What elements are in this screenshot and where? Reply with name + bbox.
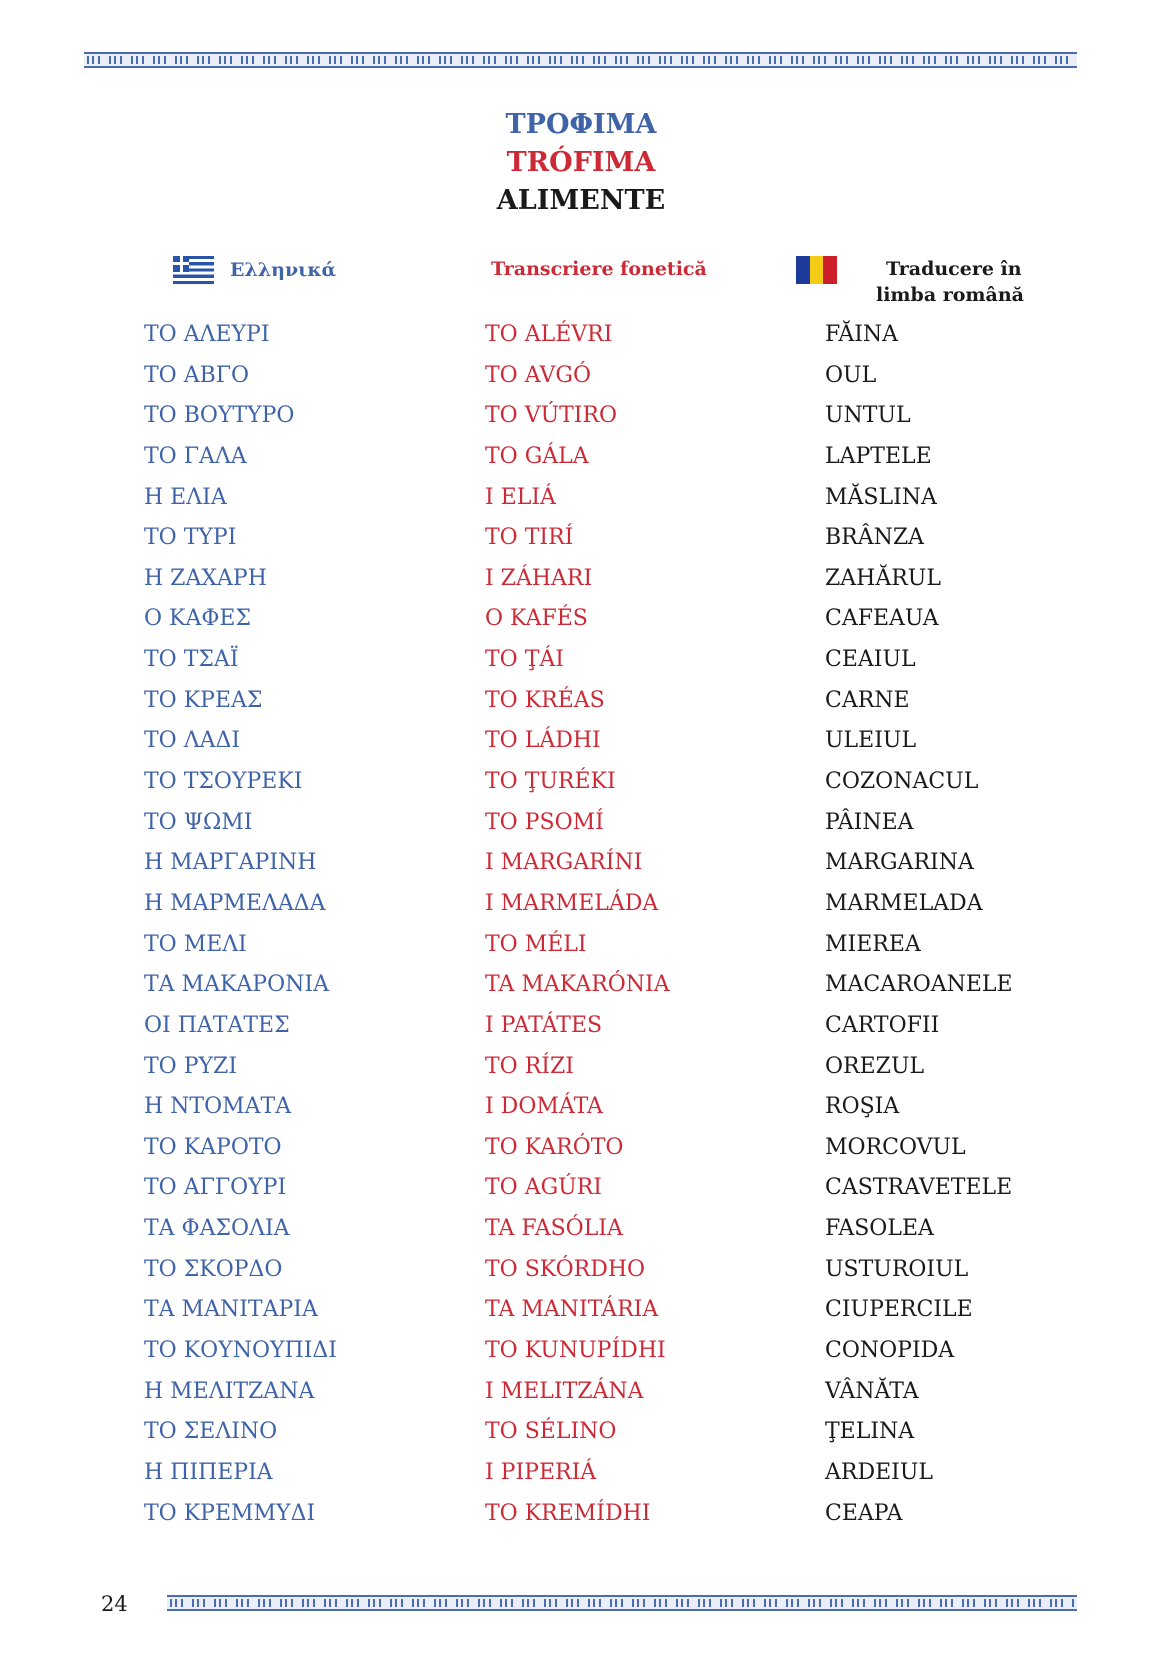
vocabulary-row xyxy=(0,525,1162,566)
phonetic-word: I MELITZÁNA xyxy=(485,1378,644,1404)
vocabulary-row xyxy=(0,566,1162,607)
romanian-word: CEAIUL xyxy=(825,647,916,673)
romanian-word: FASOLEA xyxy=(825,1216,934,1242)
vocabulary-row xyxy=(0,606,1162,647)
greek-word: Η ΠΙΠΕΡΙΑ xyxy=(144,1459,273,1485)
greek-word: Ο ΚΑΦΕΣ xyxy=(144,606,252,632)
phonetic-word: TO TIRÍ xyxy=(485,525,574,551)
romanian-word: ŢELINA xyxy=(825,1419,915,1445)
romanian-word: CEAPA xyxy=(825,1500,903,1526)
vocabulary-row xyxy=(0,728,1162,769)
romanian-word: MIEREA xyxy=(825,931,921,957)
phonetic-word: TO ŢÁI xyxy=(485,647,564,673)
greek-key-border-bottom xyxy=(167,1595,1077,1611)
romanian-word: CASTRAVETELE xyxy=(825,1175,1013,1201)
vocabulary-row xyxy=(0,444,1162,485)
phonetic-word: I MARGARÍNI xyxy=(485,850,643,876)
romanian-word: ULEIUL xyxy=(825,728,917,754)
greek-word: ΤΟ ΒΟΥΤΥΡΟ xyxy=(144,403,295,429)
vocabulary-row xyxy=(0,322,1162,363)
vocabulary-row xyxy=(0,485,1162,526)
vocabulary-row xyxy=(0,1501,1162,1542)
greek-word: ΤΑ ΦΑΣΟΛΙΑ xyxy=(144,1216,290,1242)
romanian-word: VÂNĂTA xyxy=(825,1378,919,1404)
greek-word: Η ΜΑΡΜΕΛΑΔΑ xyxy=(144,890,326,916)
title-romanian: ALIMENTE xyxy=(496,185,666,216)
romanian-word: CARNE xyxy=(825,687,910,713)
vocabulary-row xyxy=(0,1135,1162,1176)
romanian-flag-icon xyxy=(796,256,837,284)
greek-word: Η ΖΑΧΑΡΗ xyxy=(144,565,267,591)
romanian-word: CARTOFII xyxy=(825,1012,940,1038)
romanian-word: LAPTELE xyxy=(825,443,932,469)
column-header-romanian-line1: Traducere în xyxy=(886,258,1022,280)
greek-word: Η ΕΛΙΑ xyxy=(144,484,227,510)
greek-word: ΤΟ ΚΡΕΜΜΥΔΙ xyxy=(144,1500,316,1526)
column-header-romanian xyxy=(834,256,1034,308)
romanian-word: CIUPERCILE xyxy=(825,1297,973,1323)
vocabulary-row xyxy=(0,891,1162,932)
title-phonetic: TRÓFIMA xyxy=(506,147,656,178)
romanian-word: MACAROANELE xyxy=(825,972,1013,998)
title-greek: ΤΡΟΦΙΜΑ xyxy=(505,109,657,140)
greek-word: ΟΙ ΠΑΤΑΤΕΣ xyxy=(144,1012,290,1038)
vocabulary-row xyxy=(0,1257,1162,1298)
greek-word: ΤΟ ΡΥΖΙ xyxy=(144,1053,238,1079)
vocabulary-row xyxy=(0,1379,1162,1420)
phonetic-word: TO KARÓTO xyxy=(485,1134,624,1160)
romanian-word: FĂINA xyxy=(825,322,899,347)
phonetic-word: I ELIÁ xyxy=(485,484,556,510)
romanian-word: PÂINEA xyxy=(825,809,914,835)
phonetic-word: I MARMELÁDA xyxy=(485,890,659,916)
vocabulary-row xyxy=(0,1460,1162,1501)
greek-word: ΤΟ ΛΑΔΙ xyxy=(144,728,241,754)
greek-key-border-top xyxy=(84,52,1077,68)
phonetic-word: TO KUNUPÍDHI xyxy=(485,1338,666,1364)
romanian-word: OUL xyxy=(825,362,877,388)
vocabulary-row xyxy=(0,850,1162,891)
phonetic-word: TO ŢURÉKI xyxy=(485,769,616,795)
phonetic-word: TA MAKARÓNIA xyxy=(485,972,670,998)
vocabulary-row xyxy=(0,647,1162,688)
romanian-word: MARGARINA xyxy=(825,850,974,876)
romanian-word: COZONACUL xyxy=(825,769,979,795)
romanian-word: BRÂNZA xyxy=(825,525,925,551)
greek-word: ΤΟ ΚΟΥΝΟΥΠΙΔΙ xyxy=(144,1338,337,1364)
greek-word: ΤΟ ΤΥΡΙ xyxy=(144,525,237,551)
vocabulary-row xyxy=(0,1013,1162,1054)
vocabulary-row xyxy=(0,1175,1162,1216)
greek-flag-icon xyxy=(173,256,214,284)
vocabulary-row xyxy=(0,972,1162,1013)
greek-word: ΤΟ ΣΚΟΡΔΟ xyxy=(144,1256,283,1282)
column-header-greek-label: Ελληνικά xyxy=(230,259,337,281)
phonetic-word: TO SÉLINO xyxy=(485,1419,617,1445)
phonetic-word: TO MÉLI xyxy=(485,931,587,957)
greek-word: ΤΟ ΑΛΕΥΡΙ xyxy=(144,322,270,347)
vocabulary-row xyxy=(0,363,1162,404)
vocabulary-row xyxy=(0,1338,1162,1379)
phonetic-word: I DOMÁTA xyxy=(485,1094,603,1120)
vocabulary-row xyxy=(0,1216,1162,1257)
vocabulary-row xyxy=(0,769,1162,810)
phonetic-word: TO KREMÍDHI xyxy=(485,1500,651,1526)
greek-word: Η ΝΤΟΜΑΤΑ xyxy=(144,1094,292,1120)
greek-word: ΤΟ ΚΑΡΟΤΟ xyxy=(144,1134,282,1160)
romanian-word: OREZUL xyxy=(825,1053,925,1079)
romanian-word: MARMELADA xyxy=(825,890,983,916)
vocabulary-list xyxy=(0,322,1162,1541)
greek-word: Η ΜΕΛΙΤΖΑΝΑ xyxy=(144,1378,315,1404)
romanian-word: CAFEAUA xyxy=(825,606,939,632)
romanian-word: UNTUL xyxy=(825,403,911,429)
column-header-greek xyxy=(173,256,336,284)
greek-word: ΤΟ ΑΒΓΟ xyxy=(144,362,250,388)
phonetic-word: TO VÚTIRO xyxy=(485,403,618,429)
phonetic-word: I ZÁHARI xyxy=(485,565,593,591)
phonetic-word: TO LÁDHI xyxy=(485,728,601,754)
vocabulary-row xyxy=(0,932,1162,973)
vocabulary-row xyxy=(0,1297,1162,1338)
column-header-phonetic: Transcriere fonetică xyxy=(491,258,707,280)
greek-word: ΤΟ ΨΩΜΙ xyxy=(144,809,253,835)
page-number: 24 xyxy=(101,1592,128,1616)
romanian-word: MORCOVUL xyxy=(825,1134,966,1160)
phonetic-word: TO AVGÓ xyxy=(485,362,591,388)
romanian-word: CONOPIDA xyxy=(825,1338,955,1364)
phonetic-word: TA MANITÁRIA xyxy=(485,1297,659,1323)
greek-word: ΤΑ ΜΑΝΙΤΑΡΙΑ xyxy=(144,1297,318,1323)
page-title-block xyxy=(0,106,1162,220)
phonetic-word: TO GÁLA xyxy=(485,443,589,469)
greek-word: ΤΑ ΜΑΚΑΡΟΝΙΑ xyxy=(144,972,329,998)
phonetic-word: TO SKÓRDHO xyxy=(485,1256,646,1282)
phonetic-word: TO KRÉAS xyxy=(485,687,605,713)
greek-word: Η ΜΑΡΓΑΡΙΝΗ xyxy=(144,850,317,876)
greek-word: ΤΟ ΑΓΓΟΥΡΙ xyxy=(144,1175,287,1201)
phonetic-word: O KAFÉS xyxy=(485,606,588,632)
phonetic-word: I PIPERIÁ xyxy=(485,1459,597,1485)
vocabulary-row xyxy=(0,1419,1162,1460)
greek-word: ΤΟ ΤΣΟΥΡΕΚΙ xyxy=(144,769,303,795)
greek-word: ΤΟ ΤΣΑΪ xyxy=(144,647,239,673)
greek-word: ΤΟ ΓΑΛΑ xyxy=(144,443,247,469)
vocabulary-row xyxy=(0,403,1162,444)
phonetic-word: TO PSOMÍ xyxy=(485,809,604,835)
column-header-romanian-line2: limba română xyxy=(876,284,1024,306)
romanian-word: ARDEIUL xyxy=(825,1459,933,1485)
phonetic-word: TO AGÚRI xyxy=(485,1175,602,1201)
romanian-word: USTUROIUL xyxy=(825,1256,969,1282)
romanian-word: MĂSLINA xyxy=(825,484,937,510)
greek-word: ΤΟ ΜΕΛΙ xyxy=(144,931,247,957)
romanian-word: ROŞIA xyxy=(825,1094,900,1120)
vocabulary-row xyxy=(0,810,1162,851)
phonetic-word: TA FASÓLIA xyxy=(485,1216,623,1242)
phonetic-word: TO ALÉVRI xyxy=(485,322,613,347)
greek-word: ΤΟ ΣΕΛΙΝΟ xyxy=(144,1419,278,1445)
phonetic-word: TO RÍZI xyxy=(485,1053,574,1079)
romanian-word: ZAHĂRUL xyxy=(825,565,941,591)
vocabulary-row xyxy=(0,1054,1162,1095)
greek-word: ΤΟ ΚΡΕΑΣ xyxy=(144,687,263,713)
phonetic-word: I PATÁTES xyxy=(485,1012,603,1038)
vocabulary-row xyxy=(0,1094,1162,1135)
vocabulary-row xyxy=(0,688,1162,729)
